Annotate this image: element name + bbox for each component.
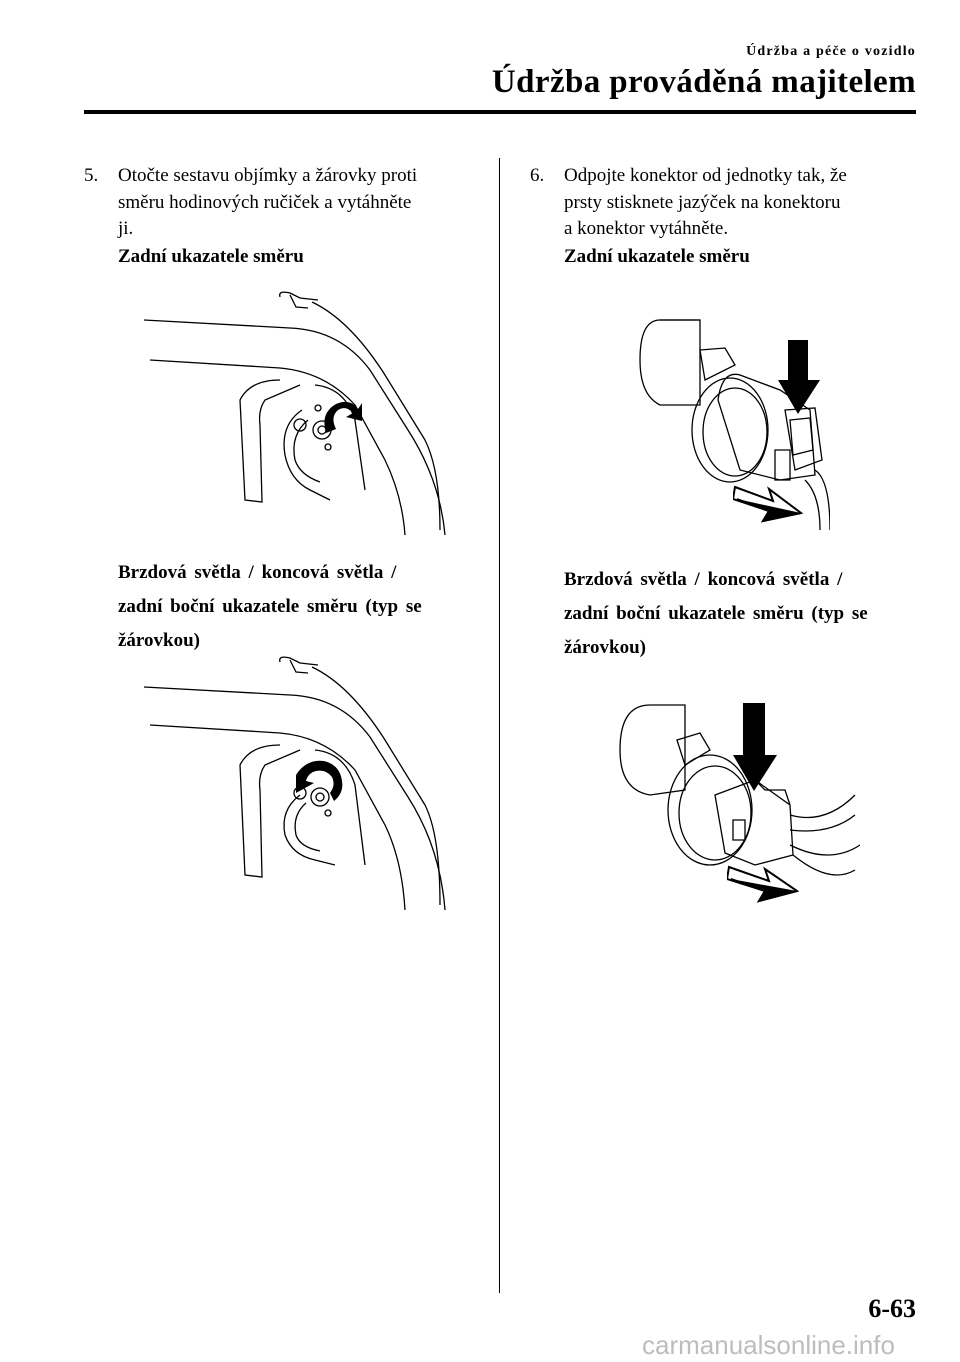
figure-turn-connector (630, 310, 830, 530)
page-number: 6-63 (868, 1294, 916, 1323)
header-divider (84, 110, 916, 114)
caption-line: Brzdová světla / koncová světla / (564, 569, 843, 590)
step-line: směru hodinových ručiček a vytáhněte (118, 191, 412, 213)
subheading-rear-turn-signals: Zadní ukazatele směru (118, 246, 304, 267)
caption-brake-lights (118, 556, 422, 658)
step-6 (530, 163, 930, 243)
caption-line: Brzdová světla / koncová světla / (118, 562, 397, 583)
subheading-rear-turn-signals: Zadní ukazatele směru (564, 246, 750, 267)
pull-arrow-icon (727, 855, 799, 905)
step-line: Otočte sestavu objímky a žárovky proti (118, 165, 418, 186)
watermark: carmanualsonline.info (642, 1330, 895, 1360)
caption-brake-lights (564, 563, 868, 665)
step-line: Odpojte konektor od jednotky tak, že (564, 165, 847, 186)
push-arrow-icon (778, 340, 822, 415)
figure-brake-connector (615, 695, 860, 915)
page-title: Údržba prováděná majitelem (491, 64, 916, 100)
push-arrow-icon (733, 703, 777, 791)
caption-line: žárovkou) (118, 630, 200, 651)
column-divider (499, 158, 500, 1293)
step-line: ji. (118, 218, 134, 239)
pull-arrow-icon (733, 475, 803, 525)
rotate-arrow-icon (318, 395, 364, 445)
rotate-arrow-icon (290, 755, 346, 805)
figure-rear-turn-bulb (140, 290, 450, 540)
caption-line: zadní boční ukazatele směru (typ se (564, 603, 868, 624)
step-number: 6. (530, 165, 545, 186)
step-line: a konektor vytáhněte. (564, 218, 729, 239)
step-line: prsty stisknete jazýček na konektoru (564, 191, 841, 213)
step-5 (84, 163, 484, 243)
figure-brake-light-bulb (140, 655, 450, 915)
caption-line: žárovkou) (564, 637, 646, 658)
caption-line: zadní boční ukazatele směru (typ se (118, 596, 422, 617)
step-number: 5. (84, 165, 99, 186)
section-title: Údržba a péče o vozidlo (746, 44, 916, 59)
